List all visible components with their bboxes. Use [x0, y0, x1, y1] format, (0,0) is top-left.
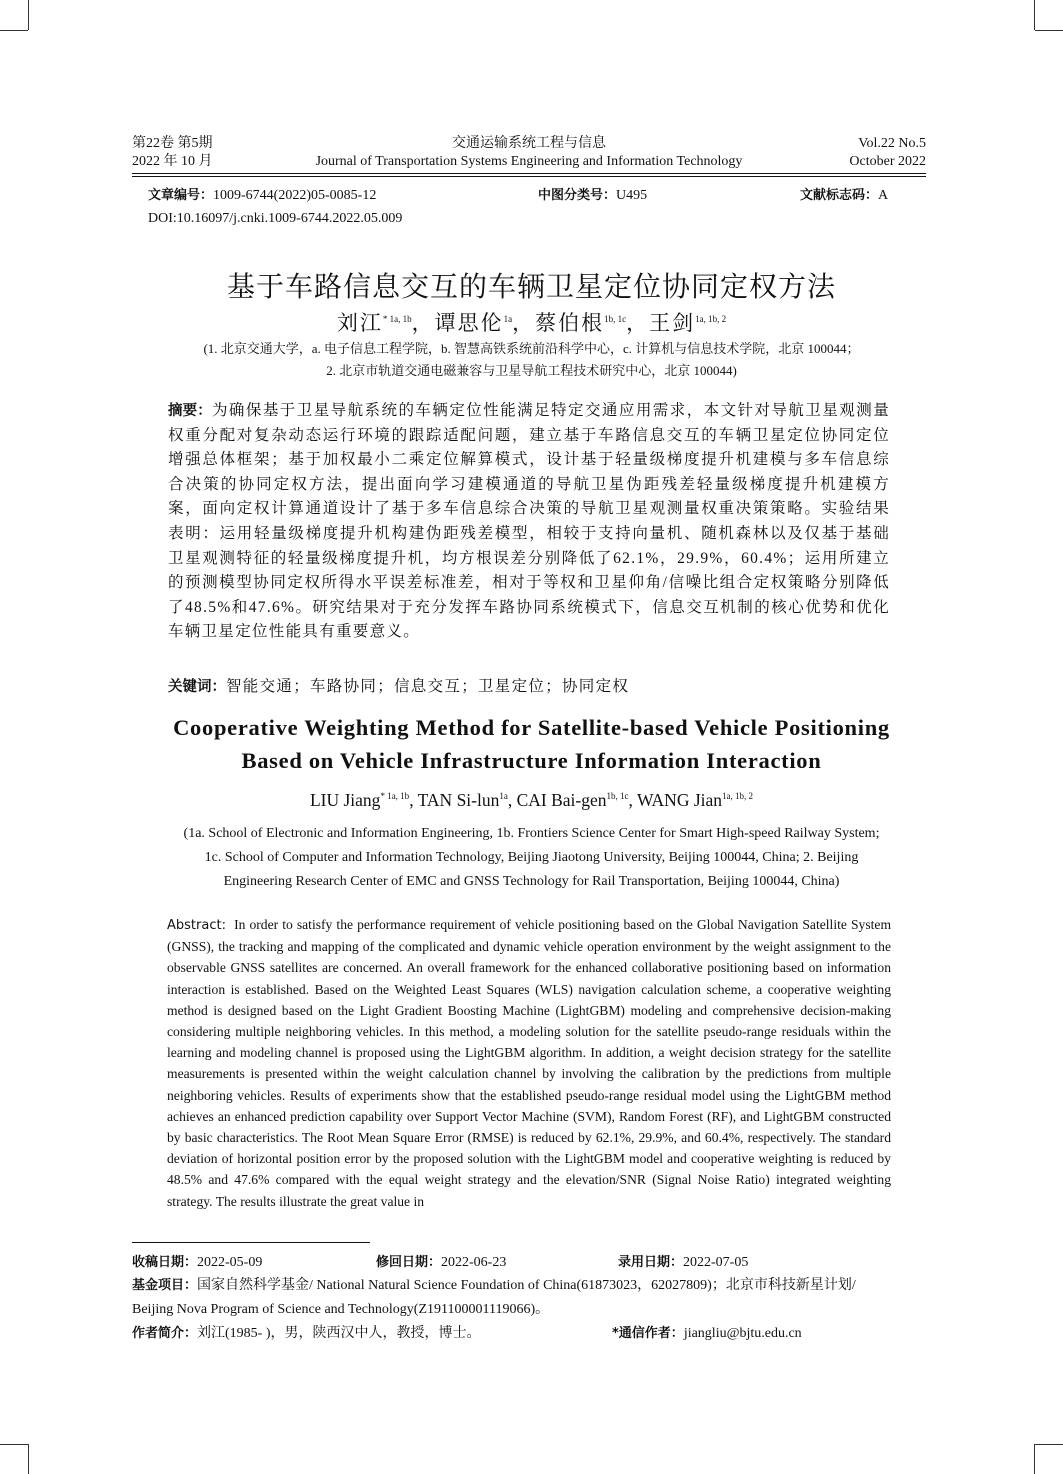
header-rule [132, 176, 926, 177]
journal-en: Journal of Transportation Systems Engineering and Information Technology [315, 154, 743, 169]
footnote-rule [132, 1242, 370, 1243]
received-date: 收稿日期：2022-05-09 [132, 1255, 263, 1270]
header-rule [132, 173, 926, 174]
fund-line1: 基金项目：国家自然科学基金/ National Natural Science Foundation of China(61873023，62027809)；北京市科技新星计划/ [132, 1278, 856, 1293]
keywords-cn [168, 674, 629, 696]
accepted-date: 录用日期：2022-07-05 [618, 1255, 749, 1270]
abstract-en [167, 914, 891, 1212]
affiliation-en-line2: 1c. School of Computer and Information Technology, Beijing Jiaotong University, Beijing 100044, China; 2. Beijing [204, 850, 859, 865]
doi: DOI:10.16097/j.cnki.1009-6744.2022.05.009 [148, 211, 403, 226]
date-cn: 2022 年 10 月 [132, 154, 213, 169]
article-number: 文章编号：1009-6744(2022)05-0085-12 [148, 188, 377, 203]
authors-cn: 刘江$^{* 1a, 1b}$，谭思伦$^{1a}$，蔡伯根$^{1b, 1c}$，王剑$^{1a, 1b, 2}$ [336, 311, 727, 335]
date-en: October 2022 [849, 154, 926, 169]
keywords-cn-label: 关键词： [168, 679, 226, 695]
title-en-line2: Based on Vehicle Infrastructure Information Interaction [241, 748, 822, 773]
crop-mark [0, 30, 28, 31]
document-code: 文献标志码：A [800, 188, 889, 203]
affiliation-en-line1: (1a. School of Electronic and Information Engineering, 1b. Frontiers Science Center for Smart High-speed Railway System; [183, 826, 880, 841]
crop-mark [28, 1444, 29, 1474]
crop-mark [0, 1444, 28, 1445]
abstract-en-text: In order to satisfy the performance requirement of vehicle positioning based on the Global Navigation Satellite System (GNSS), the tracking and mapping of the complicated and dynamic vehicle operation environment by the weight assignment to the observable GNSS satellites are concerned. An overall framework for the enhanced collaborative positioning based on information interaction is established. Based on the Weighted Least Squares (WLS) navigation calculation scheme, a cooperative weighting method is designed based on the Light Gradient Boosting Machine (LightGBM) modeling and comprehensive decision-making considering multiple neighboring vehicles. In this method, a modeling solution for the satellite pseudo-range residuals within the learning and modeling channel is proposed using the LightGBM algorithm. In addition, a weight decision strategy for the satellite measurements is presented within the weight calculation channel by involving the calibration by the predictions from multiple neighboring vehicles. Results of experiments show that the established pseudo-range residual model using the LightGBM method achieves an enhanced prediction capability over Support Vector Machine (SVM), Random Forest (RF), and LightGBM constructed by basic characteristics. The Root Mean Square Error (RMSE) is reduced by 62.1%, 29.9%, and 60.4%, respectively. The standard deviation of horizontal position error by the proposed solution with the LightGBM model and cooperative weighting is reduced by 48.5% and 47.6% compared with the equal weight strategy and the elevation/SNR (Signal Noise Ratio) integrated weighting strategy. The results illustrate the great value in [167, 917, 892, 1209]
crop-mark [28, 0, 29, 30]
affiliation-cn-line2: 2. 北京市轨道交通电磁兼容与卫星导航工程技术研究中心，北京 100044) [326, 363, 737, 378]
clc-number: 中图分类号：U495 [538, 188, 648, 203]
corresponding-author: *通信作者：jiangliu@bjtu.edu.cn [612, 1326, 802, 1341]
volume-en: Vol.22 No.5 [858, 136, 926, 151]
journal-cn: 交通运输系统工程与信息 [452, 136, 606, 151]
abstract-en-label: Abstract: [167, 918, 226, 933]
crop-mark [1034, 1444, 1035, 1474]
affiliation-en-line3: Engineering Research Center of EMC and GNSS Technology for Rail Transportation, Beijing 100044, China) [223, 874, 840, 889]
abstract-cn-label: 摘要： [168, 403, 212, 419]
crop-mark [1035, 30, 1063, 31]
title-cn: 基于车路信息交互的车辆卫星定位协同定权方法 [226, 270, 836, 303]
volume-cn: 第22卷 第5期 [132, 136, 213, 151]
revised-date: 修回日期：2022-06-23 [376, 1255, 507, 1270]
crop-mark [1035, 1444, 1063, 1445]
abstract-cn-text: 为确保基于卫星导航系统的车辆定位性能满足特定交通应用需求，本文针对导航卫星观测量权重分配对复杂动态运行环境的跟踪适配问题，建立基于车路信息交互的车辆卫星定位协同定位增强总体框架；基于加权最小二乘定位解算模式，设计基于轻量级梯度提升机建模与多车信息综合决策的协同定权方法，提出面向学习建模通道的导航卫星伪距残差轻量级梯度提升机建模方案，面向定权计算通道设计了基于多车信息综合决策的导航卫星观测量权重决策策略。实验结果表明：运用轻量级梯度提升机构建伪距残差模型，相较于支持向量机、随机森林以及仅基于基础卫星观测特征的轻量级梯度提升机，均方根误差分别降低了62.1%，29.9%，60.4%；运用所建立的预测模型协同定权所得水平误差标准差，相对于等权和卫星仰角/信噪比组合定权策略分别降低了48.5%和47.6%。研究结果对于充分发挥车路协同系统模式下，信息交互机制的核心优势和优化车辆卫星定位性能具有重要意义。 [168, 402, 890, 641]
abstract-cn [168, 399, 890, 645]
affiliation-cn-line1: (1. 北京交通大学，a. 电子信息工程学院，b. 智慧高铁系统前沿科学中心，c. 计算机与信息技术学院，北京 100044； [203, 341, 860, 356]
fund-line2: Beijing Nova Program of Science and Technology(Z191100001119066)。 [132, 1302, 550, 1317]
author-bio: 作者简介：刘江(1985- )，男，陕西汉中人，教授，博士。 [132, 1326, 481, 1341]
keywords-cn-text: 智能交通；车路协同；信息交互；卫星定位；协同定权 [226, 678, 630, 695]
authors-en: LIU Jiang$^{* 1a, 1b}$, TAN Si-lun$^{1a}$, CAI Bai-gen$^{1b, 1c}$, WANG Jian$^{1a, 1b, 2}$ [309, 790, 754, 810]
crop-mark [1034, 0, 1035, 30]
title-en-line1: Cooperative Weighting Method for Satellite-based Vehicle Positioning [173, 715, 890, 740]
